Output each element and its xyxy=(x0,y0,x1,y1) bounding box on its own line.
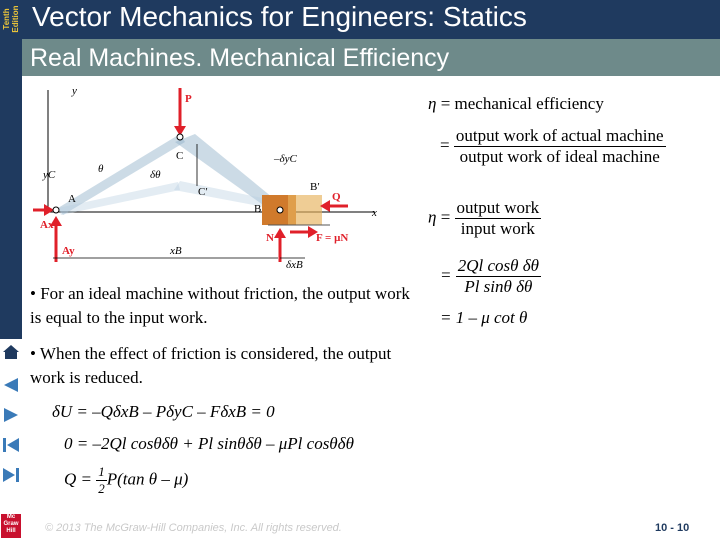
virtual-work-expanded-eq: 0 = –2Ql cosθδθ + Pl sinθδθ – μPl cosθδθ xyxy=(64,434,354,453)
fig-label-b: B xyxy=(254,203,262,215)
fig-label-dyc: –δyC xyxy=(274,153,297,165)
fig-label-yc: yC xyxy=(43,169,56,181)
last-icon[interactable] xyxy=(1,464,21,486)
q-solution-half xyxy=(96,464,107,497)
left-sidebar xyxy=(0,0,22,540)
page-title: Vector Mechanics for Engineers: Statics xyxy=(32,1,527,32)
eta-symbol-2: η xyxy=(428,207,437,227)
eta-definition-text: = mechanical efficiency xyxy=(440,94,604,113)
q-solution-half-num: 1 xyxy=(98,464,105,479)
mechanism-figure xyxy=(30,82,400,272)
back-icon[interactable] xyxy=(1,404,21,426)
page-number: 10 - 10 xyxy=(655,522,690,534)
eta-ratio-expression: = $\frac{\text{2Ql cosθ δθ}}{\text{Pl sinθ δθ}}$ xyxy=(440,256,539,296)
fig-label-cp: C′ xyxy=(198,186,208,198)
fig-label-n: N xyxy=(266,232,274,244)
eta-definition xyxy=(428,94,604,114)
edition-strip xyxy=(0,0,22,39)
next-icon[interactable] xyxy=(1,434,21,456)
q-solution-half-den: 2 xyxy=(98,481,105,496)
edition-label xyxy=(2,2,20,36)
eta-fraction-1-den: output work of ideal machine xyxy=(459,147,660,166)
fig-label-a: A xyxy=(68,193,76,205)
eta-ratio-actual-ideal: = $\frac{\text{output work of actual machine}}{\text{output work of ideal machine}}$ xyxy=(440,126,664,166)
fig-label-q: Q xyxy=(332,191,341,203)
q-solution-eq xyxy=(64,464,188,497)
fig-label-xb: xB xyxy=(170,245,182,257)
slide-subtitle: Real Machines. Mechanical Efficiency xyxy=(30,44,450,72)
fig-label-ay: Ay xyxy=(62,245,75,257)
fig-label-f: F = μN xyxy=(316,232,349,244)
eta-fraction-3 xyxy=(456,256,541,297)
fig-label-dtheta: δθ xyxy=(150,169,161,181)
eta-fraction-2-num: output work xyxy=(456,198,540,217)
home-icon[interactable] xyxy=(1,341,21,363)
eta-symbol-1: η xyxy=(428,94,437,113)
eta-result: = 1 – μ cot θ xyxy=(440,308,528,327)
bullet-friction: • When the effect of friction is considered, the output work is reduced. xyxy=(30,344,392,387)
q-solution-lhs: Q = xyxy=(64,469,92,489)
bullet-ideal-machine: • For an ideal machine without friction, the output work is equal to the input work. xyxy=(30,284,410,327)
fig-label-theta: θ xyxy=(98,163,104,175)
fig-label-ax: Ax xyxy=(40,219,54,231)
fig-label-y: y xyxy=(72,85,77,97)
fig-label-bp: B′ xyxy=(310,181,320,193)
fig-label-dxb: δxB xyxy=(286,259,303,271)
q-solution-rhs: P(tan θ – μ) xyxy=(106,469,189,489)
previous-icon[interactable] xyxy=(1,374,21,396)
subheader-bar xyxy=(22,39,720,76)
eta-fraction-1 xyxy=(454,126,666,167)
fig-label-x: x xyxy=(372,207,377,219)
edition-line1: Tenth xyxy=(2,8,11,30)
eta-fraction-3-den: Pl sinθ δθ xyxy=(464,277,533,296)
eta-fraction-1-num: output work of actual machine xyxy=(455,126,664,145)
fig-label-c: C xyxy=(176,150,184,162)
copyright-notice: © 2013 The McGraw-Hill Companies, Inc. All rights reserved. xyxy=(45,522,342,534)
sidebar-band xyxy=(0,39,22,339)
mcgraw-hill-logo: Mc Graw Hill xyxy=(1,514,21,538)
eta-fraction-3-num: 2Ql cosθ δθ xyxy=(457,256,539,275)
fig-label-p: P xyxy=(185,93,192,105)
virtual-work-eq: δU = –QδxB – PδyC – FδxB = 0 xyxy=(52,402,275,421)
eta-fraction-2 xyxy=(455,198,542,239)
edition-line2: Edition xyxy=(11,5,20,33)
eta-fraction-2-den: input work xyxy=(460,219,535,238)
header-bar xyxy=(22,0,720,39)
eta-ratio-work: η = $\frac{\text{output work}}{\text{input work}}$ xyxy=(428,198,540,238)
